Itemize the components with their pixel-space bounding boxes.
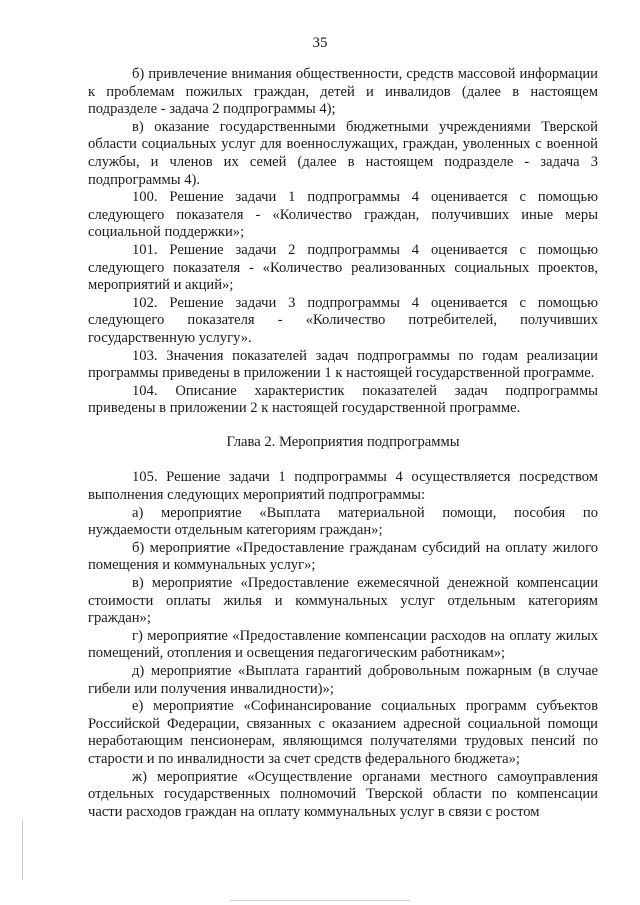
scan-bottom-mark — [230, 900, 410, 901]
chapter-heading: Глава 2. Мероприятия подпрограммы — [226, 433, 460, 450]
paragraph-task-3: в) оказание государственными бюджетными учреждениями Тверской области социальных услуг для военнослужащих, граждан, уволенных с военной службы, и членов их семей (далее в настоящем подразделе - задача 3 подпрограммы 4). — [88, 118, 598, 188]
measure-b: б) мероприятие «Предоставление гражданам субсидий на оплату жилого помещения и коммунальных услуг»; — [88, 539, 598, 574]
paragraph-100: 100. Решение задачи 1 подпрограммы 4 оценивается с помощью следующего показателя - «Количество граждан, получивших иные меры социальной поддержки»; — [88, 189, 598, 241]
paragraph-task-2: б) привлечение внимания общественности, средств массовой информации к проблемам пожилых граждан, детей и инвалидов (далее в настоящем подразделе - задача 2 подпрограммы 4); — [88, 66, 598, 118]
measure-zh: ж) мероприятие «Осуществление органами местного самоуправления отдельных государственных полномочий Тверской области по компенсации части расходов граждан на оплату коммунальных услуг в связи с ростом — [88, 768, 598, 820]
page-number: 35 — [312, 35, 328, 51]
measure-d: д) мероприятие «Выплата гарантий добровольным пожарным (в случае гибели или получения инвалидности)»; — [88, 663, 598, 697]
section-2 — [88, 469, 598, 821]
paragraph-105: 105. Решение задачи 1 подпрограммы 4 осуществляется посредством выполнения следующих мероприятий подпрограммы: — [88, 469, 598, 504]
paragraph-104: 104. Описание характеристик показателей задач подпрограммы приведены в приложении 2 к настоящей государственной программе. — [88, 382, 598, 417]
measure-g: г) мероприятие «Предоставление компенсации расходов на оплату жилых помещений, отопления и освещения педагогическим работникам»; — [88, 627, 598, 662]
paragraph-102: 102. Решение задачи 3 подпрограммы 4 оценивается с помощью следующего показателя - «Количество потребителей, получивших государственную услугу». — [88, 294, 598, 346]
measure-e: е) мероприятие «Софинансирование социальных программ субъектов Российской Федерации, связанных с оказанием адресной социальной помощи неработающим пенсионерам, являющимся получателями трудовых пенсий по старости и по инвалидности за счет средств федерального бюджета»; — [88, 698, 598, 767]
paragraph-103: 103. Значения показателей задач подпрограммы по годам реализации программы приведены в приложении 1 к настоящей государственной программе. — [88, 347, 598, 382]
measure-a: а) мероприятие «Выплата материальной помощи, пособия по нуждаемости отдельным категориям граждан»; — [88, 504, 598, 539]
scan-edge-mark — [22, 820, 23, 880]
document-body — [88, 66, 598, 821]
section-1 — [88, 66, 598, 418]
paragraph-101: 101. Решение задачи 2 подпрограммы 4 оценивается с помощью следующего показателя - «Количество реализованных социальных проектов, мероприятий и акций»; — [88, 241, 598, 294]
measure-v: в) мероприятие «Предоставление ежемесячной денежной компенсации стоимости оплаты жилья и коммунальных услуг отдельным категориям граждан»; — [88, 575, 598, 627]
